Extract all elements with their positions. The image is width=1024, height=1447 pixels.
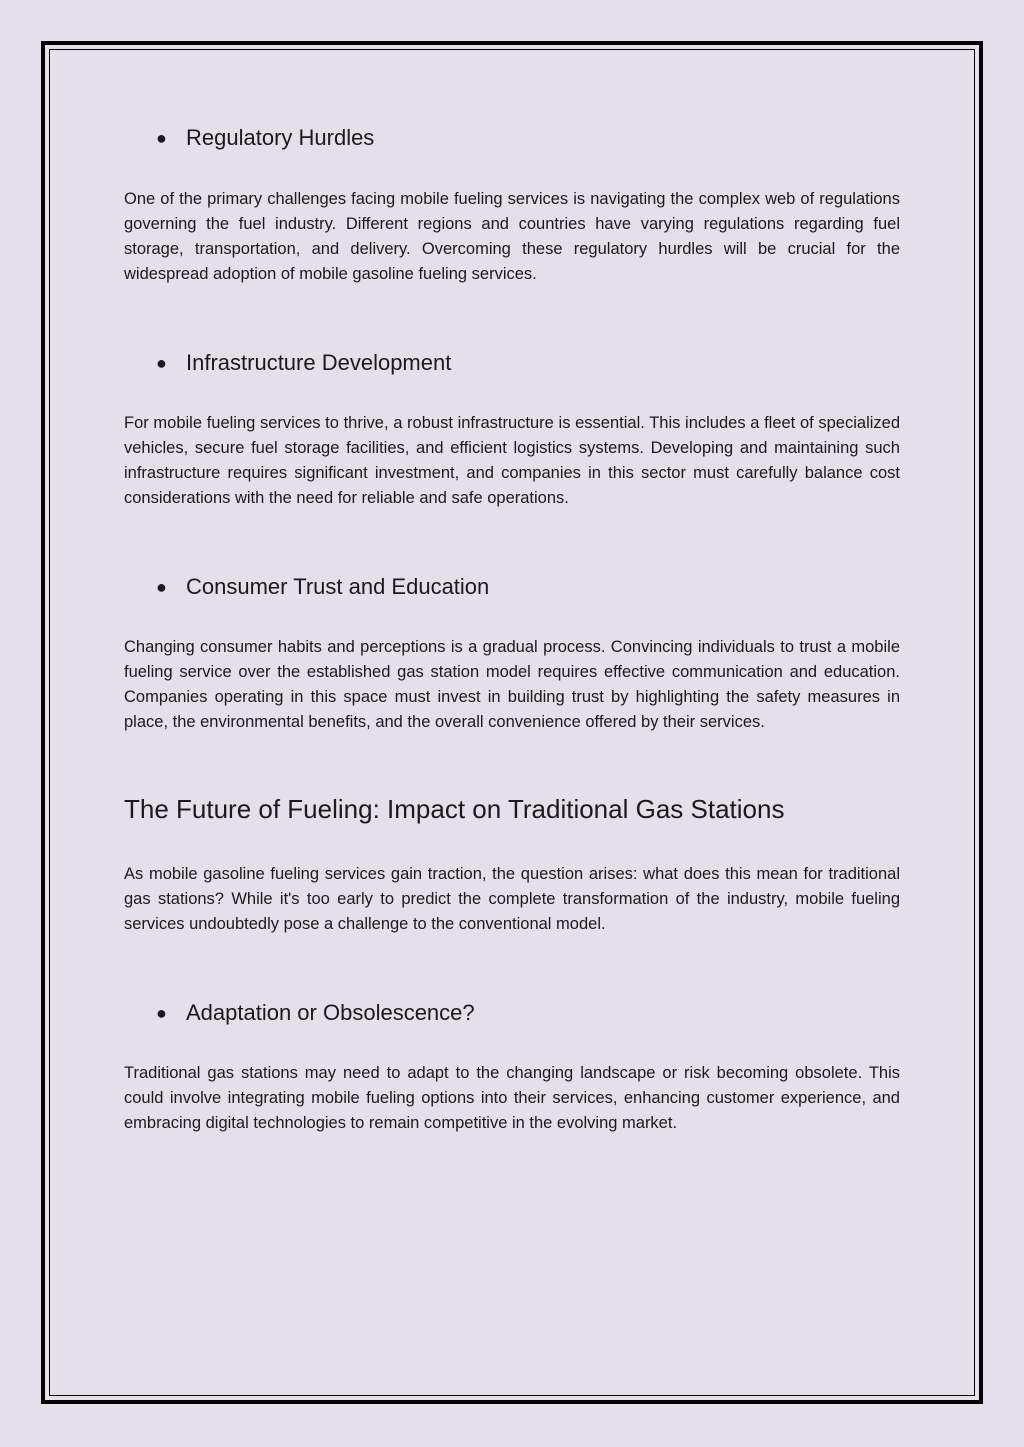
bullet-icon: ● [156, 128, 167, 148]
document-content [124, 118, 900, 1136]
heading-text: Infrastructure Development [186, 350, 452, 375]
bullet-heading-regulatory [124, 118, 900, 158]
heading-text: Regulatory Hurdles [186, 125, 375, 150]
paragraph-adaptation: Traditional gas stations may need to adapt to the changing landscape or risk becoming obsolete. This could involve integrating mobile fueling options into their services, enhancing customer experience, and embracing digital technologies to remain competitive in the evolving market. [124, 1064, 900, 1132]
bullet-heading-infrastructure [124, 343, 900, 383]
bullet-icon: ● [156, 1003, 167, 1023]
section-title-future: The Future of Fueling: Impact on Traditional Gas Stations [124, 794, 785, 824]
paragraph-consumer-trust: Changing consumer habits and perceptions is a gradual process. Convincing individuals to trust a mobile fueling service over the established gas station model requires effective communication and education. Companies operating in this space must invest in building trust by highlighting the safety measures in place, the environmental benefits, and the overall convenience offered by their services. [124, 638, 900, 731]
heading-text: Consumer Trust and Education [186, 574, 490, 599]
paragraph-regulatory: One of the primary challenges facing mobile fueling services is navigating the complex web of regulations governing the fuel industry. Different regions and countries have varying regulations regarding fuel storage, transportation, and delivery. Overcoming these regulatory hurdles will be crucial for the widespread adoption of mobile gasoline fueling services. [124, 190, 900, 283]
bullet-icon: ● [156, 577, 167, 597]
bullet-heading-consumer-trust [124, 567, 900, 607]
paragraph-infrastructure: For mobile fueling services to thrive, a robust infrastructure is essential. This includes a fleet of specialized vehicles, secure fuel storage facilities, and efficient logistics systems. Developing and maintaining such infrastructure requires significant investment, and companies in this sector must carefully balance cost considerations with the need for reliable and safe operations. [124, 414, 900, 507]
bullet-heading-adaptation [124, 993, 900, 1033]
paragraph-future: As mobile gasoline fueling services gain traction, the question arises: what does this mean for traditional gas stations? While it's too early to predict the complete transformation of the industry, mobile fueling services undoubtedly pose a challenge to the conventional model. [124, 865, 900, 933]
heading-text: Adaptation or Obsolescence? [186, 1000, 475, 1025]
bullet-icon: ● [156, 353, 167, 373]
